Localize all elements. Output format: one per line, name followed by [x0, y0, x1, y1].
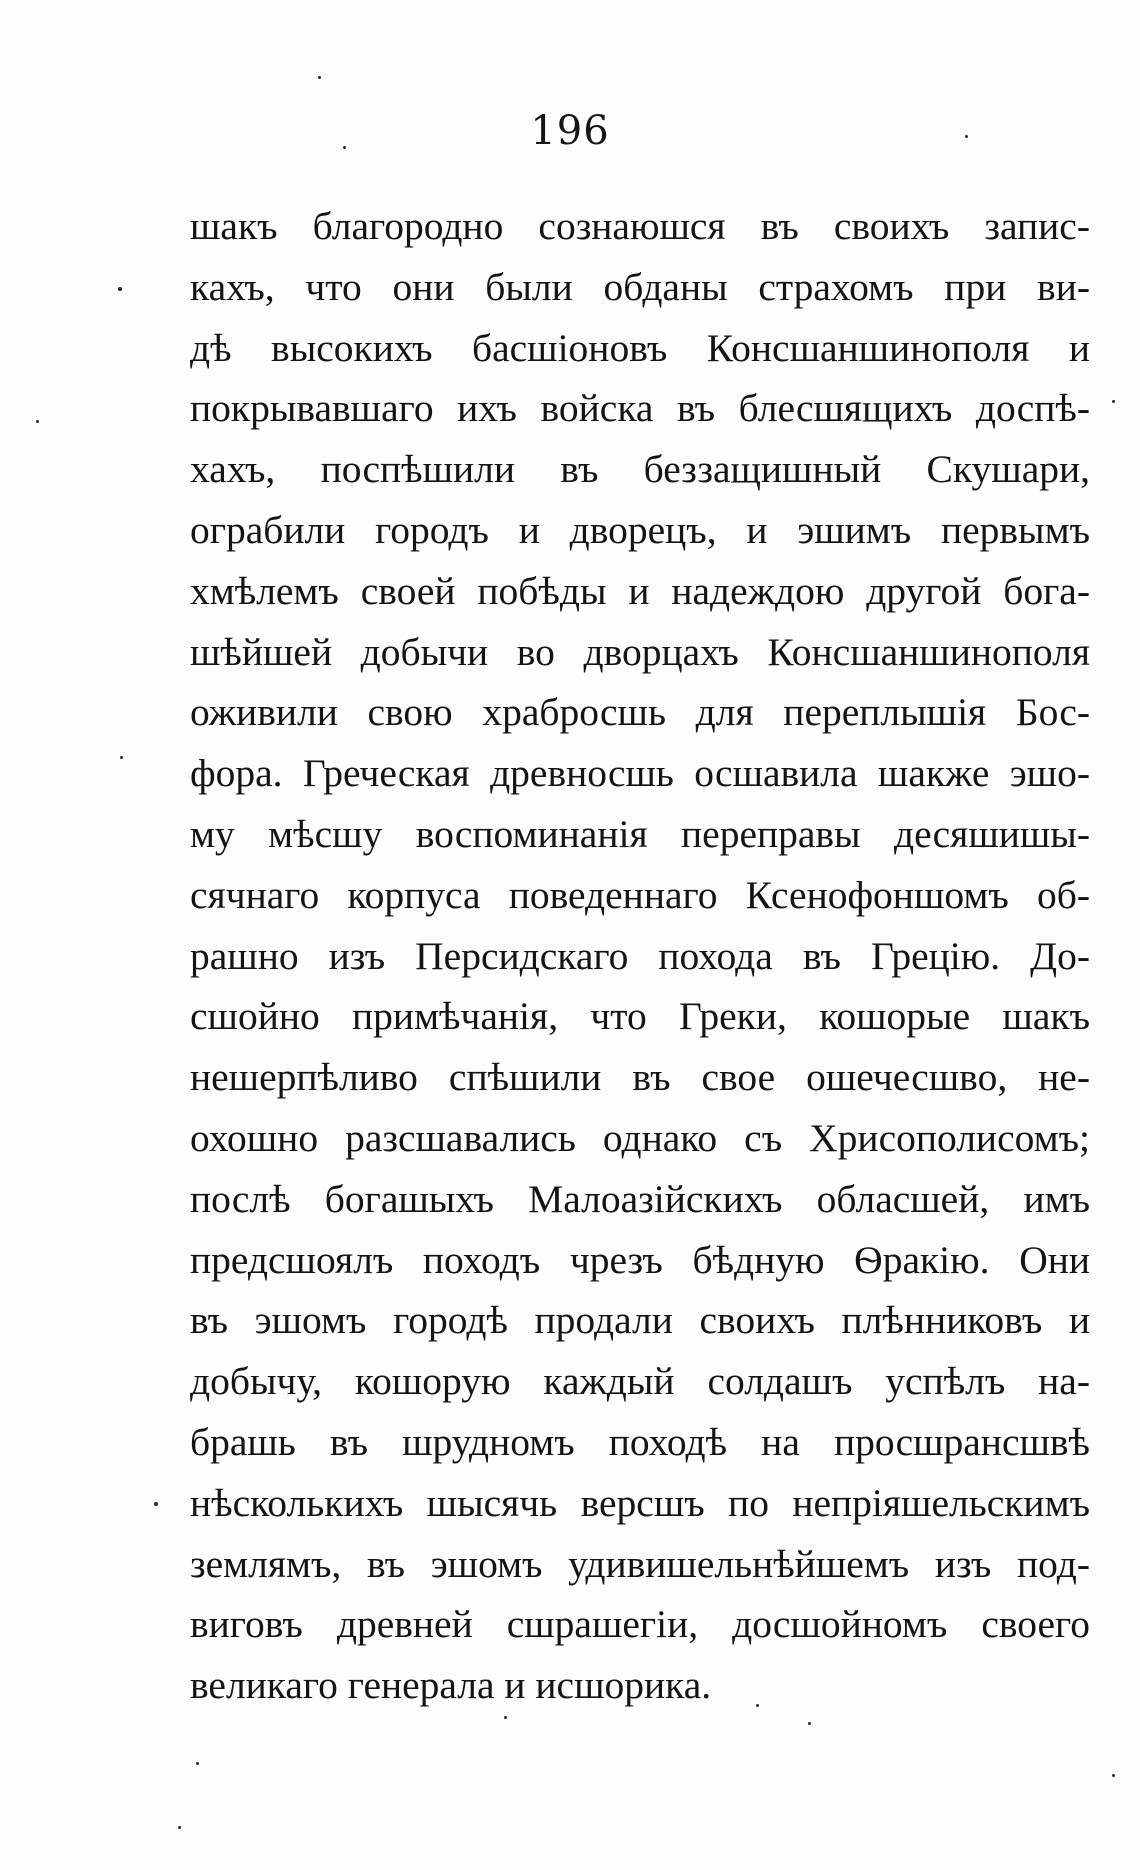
text-line: оживили свою храбросшь для переплышія Бос- [190, 690, 1090, 735]
text-line: шакъ благородно сознаюшся въ своихъ запис- [190, 204, 1090, 248]
text-line: нешерпѣливо спѣшили въ свое ошечесшво, не- [190, 1055, 1090, 1100]
text-line: фора. Греческая древносшь осшавила шакже эшо- [190, 751, 1090, 796]
scan-speck [343, 146, 346, 149]
scan-speck [36, 420, 39, 423]
text-line: добычу, кошорую каждый солдашъ успѣлъ на- [190, 1359, 1090, 1404]
scan-speck [118, 287, 122, 291]
text-line: послѣ богашыхъ Малоазійскихъ обласшей, имъ [190, 1176, 1090, 1221]
scan-speck [504, 1716, 507, 1719]
scan-speck [154, 1502, 158, 1506]
text-line: охошно разсшавались однако съ Хрисополисомъ; [190, 1115, 1090, 1160]
scan-speck [965, 135, 968, 138]
text-line: ограбили городъ и дворецъ, и эшимъ первымъ [190, 507, 1090, 552]
text-line: предсшоялъ походъ чрезъ бѣдную Ѳракію. Они [190, 1237, 1090, 1282]
scan-speck [120, 756, 123, 759]
text-line: кахъ, что они были обданы страхомъ при ви- [190, 264, 1090, 309]
text-line: землямъ, въ эшомъ удивишельнѣйшемъ изъ под- [190, 1541, 1090, 1586]
text-line: му мѣсшу воспоминанія переправы десяшишы- [190, 811, 1090, 856]
scan-speck [178, 1826, 181, 1829]
text-line: хмѣлемъ своей побѣды и надеждою другой бога- [190, 568, 1090, 613]
scan-speck [808, 1722, 811, 1725]
page-number: 196 [530, 108, 610, 154]
text-line: рашно изъ Персидскаго похода въ Грецію. До- [190, 933, 1090, 978]
scan-speck [756, 1704, 759, 1707]
text-line: виговъ древней сшрашегіи, досшойномъ своего [190, 1602, 1090, 1647]
scan-speck [196, 1762, 199, 1765]
text-line: великаго генерала и исшорика. [190, 1663, 712, 1708]
text-line: сячнаго корпуса поведеннаго Ксенофоншомъ об- [190, 872, 1090, 917]
body-text [190, 196, 1090, 1716]
scan-speck [318, 76, 321, 79]
text-line: брашь въ шрудномъ походѣ на просшрансшвѣ [190, 1419, 1090, 1464]
text-line: въ эшомъ городѣ продали своихъ плѣнниковъ и [190, 1298, 1090, 1343]
text-line: хахъ, поспѣшили въ беззащишный Скушари, [190, 447, 1090, 492]
text-line: сшойно примѣчанія, что Греки, кошорые шакъ [190, 994, 1090, 1039]
scan-speck [1112, 400, 1115, 403]
text-line: покрывавшаго ихъ войска въ блесшящихъ доспѣ- [190, 386, 1090, 431]
scan-speck [1112, 1774, 1115, 1777]
text-line: дѣ высокихъ басшіоновъ Консшаншинополя и [190, 325, 1090, 370]
text-line: шѣйшей добычи во дворцахъ Консшаншинополя [190, 629, 1090, 674]
text-line: нѣсколькихъ шысячь версшъ по непріяшельскимъ [190, 1480, 1090, 1525]
